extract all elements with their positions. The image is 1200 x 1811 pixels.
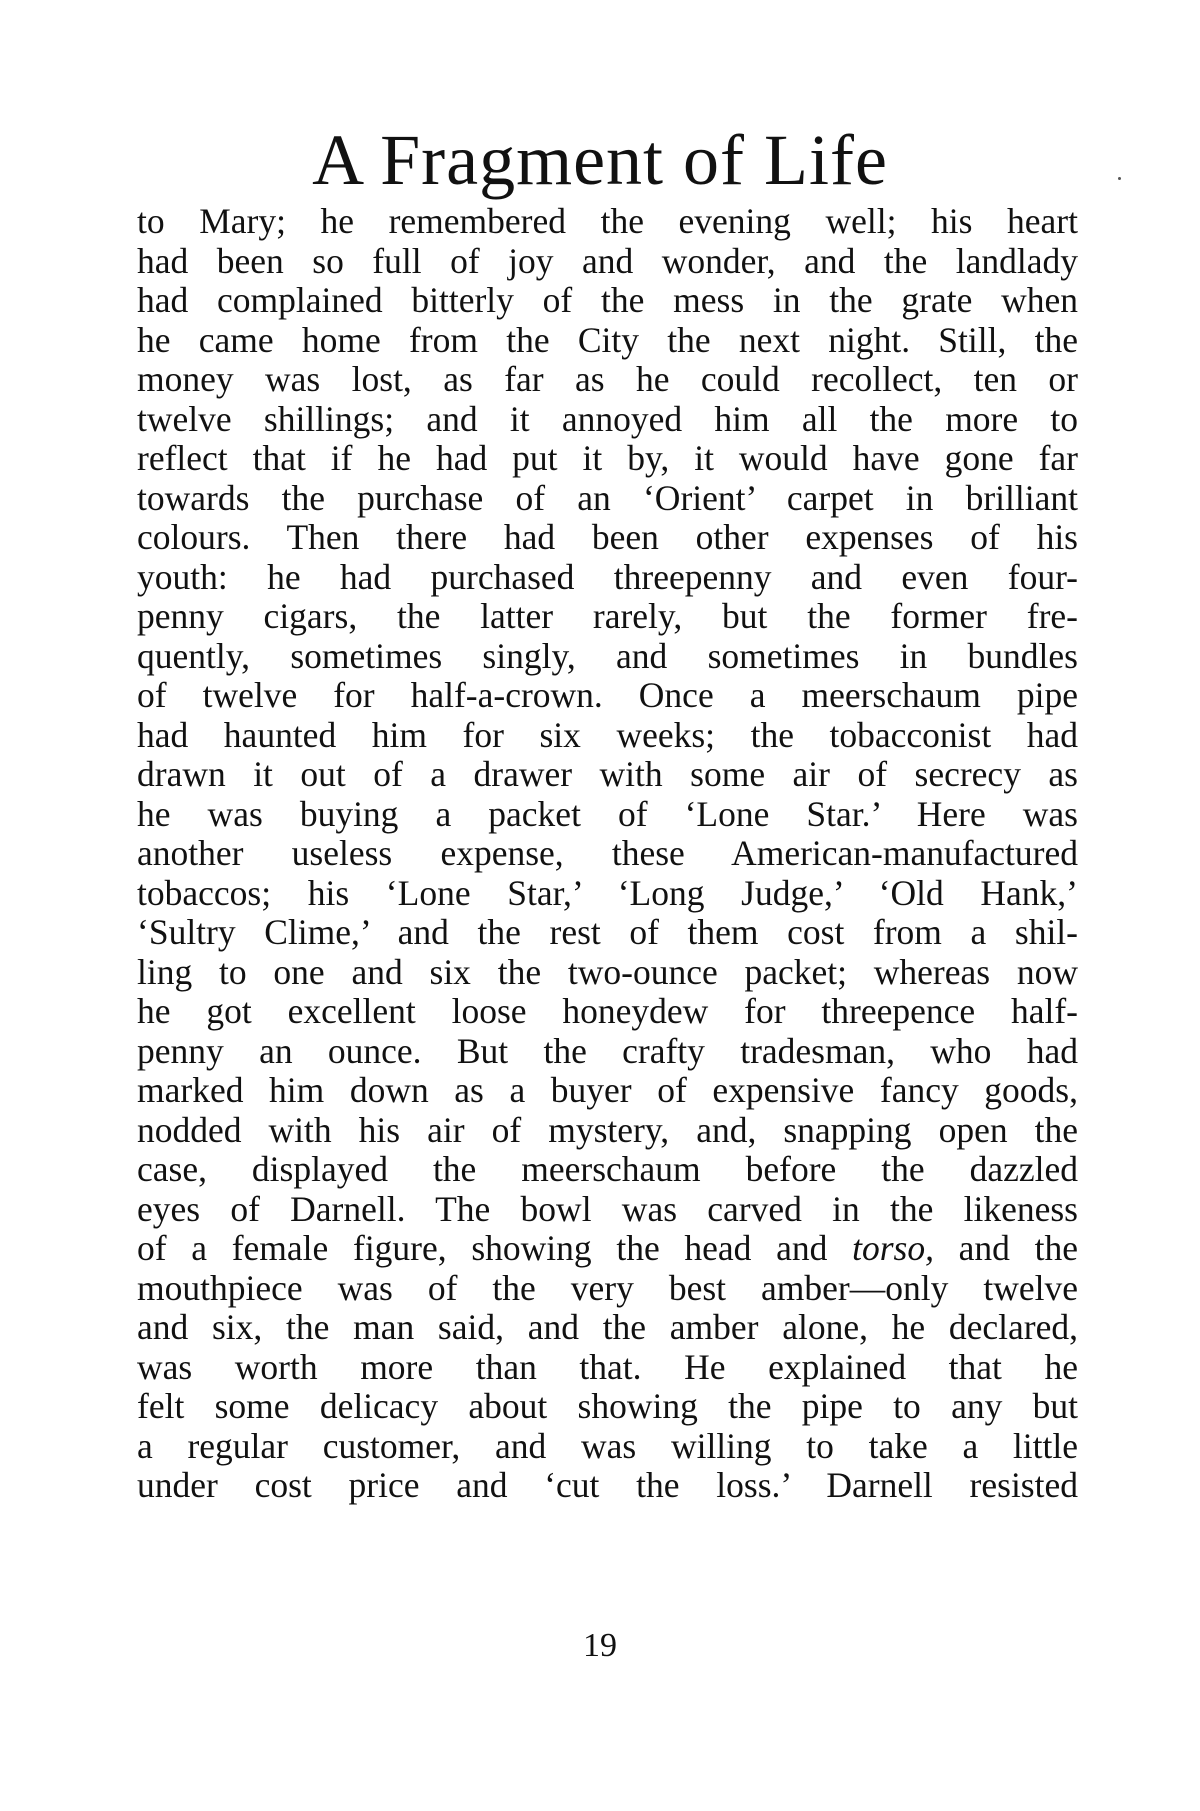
text-line: he came home from the City the next night. Still, the <box>137 319 1078 360</box>
text-line: mouthpiece was of the very best amber—only twelve <box>137 1267 1078 1308</box>
text-line: he was buying a packet of ‘Lone Star.’ Here was <box>137 793 1078 834</box>
text-line <box>137 1229 1078 1269</box>
text-line: had haunted him for six weeks; the tobacconist had <box>137 714 1078 755</box>
text-line: youth: he had purchased threepenny and even four- <box>137 556 1078 597</box>
text-line: drawn it out of a drawer with some air of secrecy as <box>137 754 1078 794</box>
text-line: under cost price and ‘cut the loss.’ Darnell resisted <box>137 1465 1078 1505</box>
text-line: had complained bitterly of the mess in the grate when <box>137 280 1078 320</box>
text-line: and six, the man said, and the amber alone, he declared, <box>137 1307 1078 1347</box>
body-text <box>137 202 1078 1506</box>
text-line: marked him down as a buyer of expensive fancy goods, <box>137 1070 1078 1110</box>
text-line: colours. Then there had been other expenses of his <box>137 517 1078 557</box>
text-line: eyes of Darnell. The bowl was carved in the likeness <box>137 1188 1078 1229</box>
page-number: 19 <box>583 1627 617 1664</box>
text-line: to Mary; he remembered the evening well; his heart <box>137 201 1078 241</box>
text-line: had been so full of joy and wonder, and the landlady <box>137 240 1078 281</box>
text-line: ‘Sultry Clime,’ and the rest of them cost from a shil- <box>137 912 1078 952</box>
text-line: a regular customer, and was willing to take a little <box>137 1425 1078 1466</box>
text-line-segment: and the <box>933 1228 1078 1268</box>
text-line: twelve shillings; and it annoyed him all the more to <box>137 398 1078 439</box>
text-line: tobaccos; his ‘Lone Star,’ ‘Long Judge,’ ‘Old Hank,’ <box>137 872 1078 913</box>
text-line: money was lost, as far as he could recollect, ten or <box>137 359 1078 399</box>
text-line: penny an ounce. But the crafty tradesman, who had <box>137 1030 1078 1071</box>
text-line: quently, sometimes singly, and sometimes in bundles <box>137 635 1078 676</box>
text-line: of twelve for half-a-crown. Once a meerschaum pipe <box>137 675 1078 715</box>
text-line: another useless expense, these American-manufactured <box>137 833 1078 873</box>
text-line: ling to one and six the two-ounce packet; whereas now <box>137 951 1078 992</box>
text-line: felt some delicacy about showing the pipe to any but <box>137 1386 1078 1426</box>
print-speck <box>1118 177 1121 180</box>
text-line: he got excellent loose honeydew for threepence half- <box>137 991 1078 1031</box>
text-line: nodded with his air of mystery, and, snapping open the <box>137 1109 1078 1150</box>
text-line-segment: of a female figure, showing the head and <box>137 1228 853 1268</box>
text-line: was worth more than that. He explained that he <box>137 1346 1078 1387</box>
italic-word: torso, <box>852 1228 934 1268</box>
text-line: case, displayed the meerschaum before the dazzled <box>137 1149 1078 1189</box>
running-title: A Fragment of Life <box>312 120 888 200</box>
text-line: towards the purchase of an ‘Orient’ carpet in brilliant <box>137 477 1078 518</box>
text-line: penny cigars, the latter rarely, but the former fre- <box>137 596 1078 636</box>
text-line: reflect that if he had put it by, it would have gone far <box>137 438 1078 478</box>
